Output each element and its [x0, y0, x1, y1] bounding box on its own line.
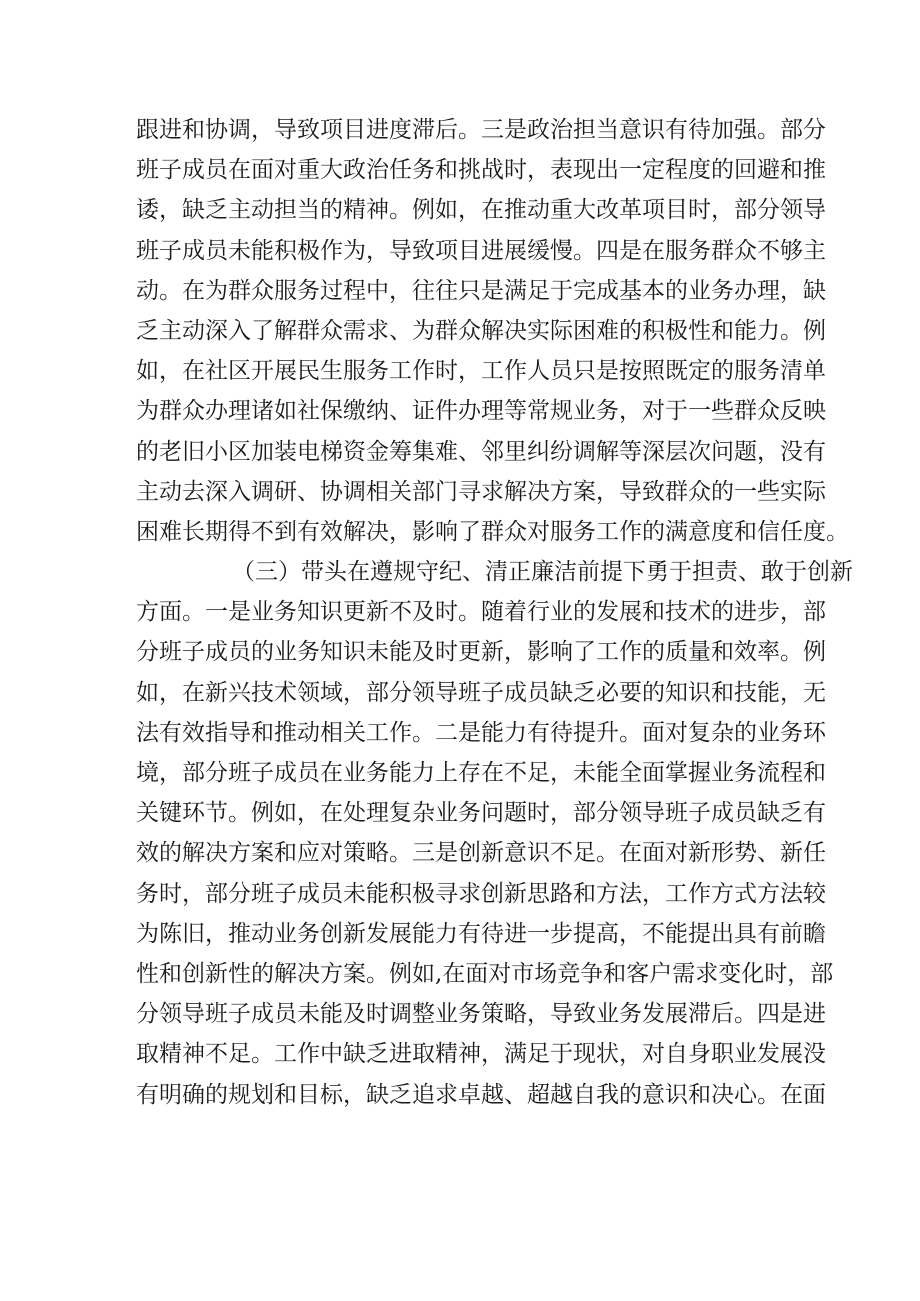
text-line-21: 为陈旧，推动业务创新发展能力有待进一步提高，不能提出具有前瞻	[136, 920, 826, 947]
text-line-9: 的老旧小区加装电梯资金筹集难、邻里纠纷调解等深层次问题，没有	[136, 438, 826, 465]
text-line-1: 跟进和协调，导致项目进度滞后。三是政治担当意识有待加强。部分	[136, 117, 826, 143]
text-line-17: 境，部分班子成员在业务能力上存在不足，未能全面掌握业务流程和	[136, 760, 826, 786]
text-line-20: 务时，部分班子成员未能积极寻求创新思路和方法，工作方式方法较	[136, 880, 826, 907]
text-line-2: 班子成员在面对重大政治任务和挑战时，表现出一定程度的回避和推	[136, 157, 826, 184]
text-line-3: 诿，缺乏主动担当的精神。例如，在推动重大改革项目时，部分领导	[136, 197, 826, 224]
text-line-14: 分班子成员的业务知识未能及时更新，影响了工作的质量和效率。例	[136, 639, 826, 666]
text-line-4: 班子成员未能积极作为，导致项目进展缓慢。四是在服务群众不够主	[136, 237, 826, 264]
body-text	[136, 110, 853, 1115]
text-line-24: 取精神不足。工作中缺乏进取精神，满足于现状，对自身职业发展没	[136, 1041, 826, 1068]
text-line-25: 有明确的规划和目标，缺乏追求卓越、超越自我的意识和决心。在面	[136, 1081, 826, 1108]
text-line-19: 效的解决方案和应对策略。三是创新意识不足。在面对新形势、新任	[136, 840, 826, 867]
text-line-23: 分领导班子成员未能及时调整业务策略，导致业务发展滞后。四是进	[136, 1001, 826, 1028]
text-line-7: 如，在社区开展民生服务工作时，工作人员只是按照既定的服务清单	[136, 358, 826, 385]
text-line-8: 为群众办理诸如社保缴纳、证件办理等常规业务，对于一些群众反映	[136, 398, 826, 425]
text-line-13: 方面。一是业务知识更新不及时。随着行业的发展和技术的进步，部	[136, 599, 826, 626]
section-heading-3: （三）带头在遵规守纪、清正廉洁前提下勇于担责、敢于创新	[232, 559, 853, 586]
text-line-15: 如，在新兴技术领域，部分领导班子成员缺乏必要的知识和技能，无	[136, 679, 826, 706]
text-line-10: 主动去深入调研、协调相关部门寻求解决方案，导致群众的一些实际	[136, 478, 826, 505]
text-line-11: 困难长期得不到有效解决，影响了群众对服务工作的满意度和信任度。	[136, 518, 849, 545]
text-line-6: 乏主动深入了解群众需求、为群众解决实际困难的积极性和能力。例	[136, 317, 826, 344]
text-line-18: 关键环节。例如，在处理复杂业务问题时，部分领导班子成员缺乏有	[136, 800, 826, 827]
text-line-22: 性和创新性的解决方案。例如,在面对市场竞争和客户需求变化时，部	[136, 960, 834, 987]
text-line-5: 动。在为群众服务过程中，往往只是满足于完成基本的业务办理，缺	[136, 277, 826, 304]
text-line-16: 法有效指导和推动相关工作。二是能力有待提升。面对复杂的业务环	[136, 719, 826, 746]
